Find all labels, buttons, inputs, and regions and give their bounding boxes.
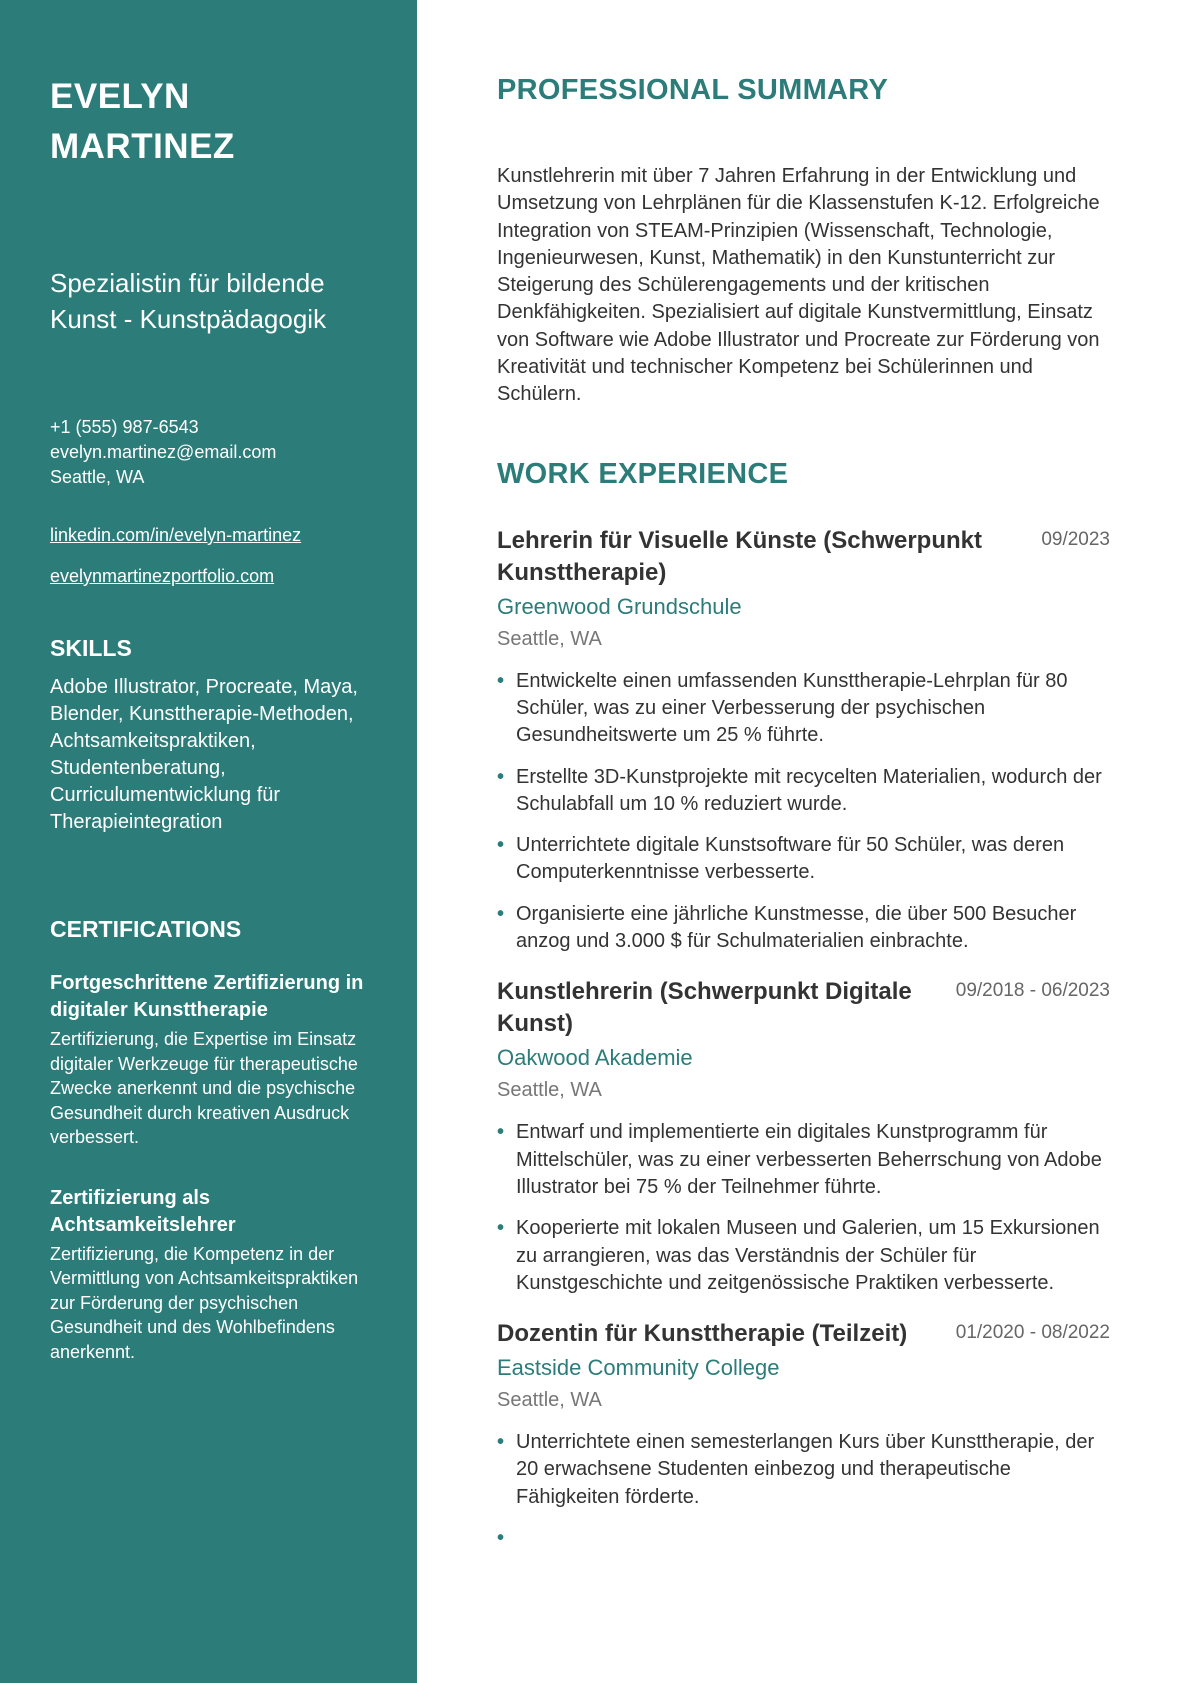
bullet-text: Entwickelte einen umfassenden Kunsttherapie-Lehrplan für 80 Schüler, was zu einer Verbesserung der psychischen Gesundheitswerte um 25 % führte. [516,669,1068,747]
job-bullets [497,1429,1110,1550]
bullet-text: Unterrichtete digitale Kunstsoftware für 50 Schüler, was deren Computerkenntnisse verbesserte. [516,834,1065,884]
name-line-2: MARTINEZ [50,127,235,166]
bullet-text: Erstellte 3D-Kunstprojekte mit recycelten Materialien, wodurch der Schulabfall um 10 % reduziert wurde. [516,765,1102,815]
job-bullet [497,832,1110,887]
work-experience-heading: WORK EXPERIENCE [497,457,789,490]
linkedin-link[interactable]: linkedin.com/in/evelyn-martinez [50,525,302,545]
company-name: Oakwood Akademie [497,1045,693,1071]
job-bullet [497,901,1110,956]
job-entry [497,976,1110,1297]
job-location: Seattle, WA [497,1079,602,1102]
job-bullet [497,668,1110,750]
summary-heading: PROFESSIONAL SUMMARY [497,74,889,106]
certification-item [50,970,377,1150]
bullet-icon: • [497,765,505,788]
candidate-title: Spezialistin für bildende Kunst - Kunstpädagogik [50,268,327,334]
job-date: 09/2023 [1041,528,1110,550]
certification-title: Fortgeschrittene Zertifizierung in digitaler Kunsttherapie [50,972,364,1021]
portfolio-link[interactable]: evelynmartinezportfolio.com [50,566,275,586]
job-bullet [497,1215,1110,1297]
contact-info [50,415,377,490]
job-entry [497,1318,1110,1550]
job-title: Lehrerin für Visuelle Künste (Schwerpunkt Kunsttherapie) [497,526,982,586]
bullet-icon: • [497,1431,505,1454]
job-date: 01/2020 - 08/2022 [955,1322,1110,1344]
job-date: 09/2018 - 06/2023 [955,980,1110,1002]
company-name: Eastside Community College [497,1355,780,1381]
bullet-icon: • [497,834,505,857]
bullet-icon: • [497,1121,505,1144]
job-bullet [497,1429,1110,1511]
job-bullet [497,1119,1110,1201]
main-content [417,0,1190,1683]
skills-list: Adobe Illustrator, Procreate, Maya, Blender, Kunsttherapie-Methoden, Achtsamkeitspraktiken, Studentenberatung, Curriculumentwicklung für Therapieintegration [50,676,358,833]
job-bullets [497,668,1110,956]
company-name: Greenwood Grundschule [497,593,742,619]
bullet-text: Unterrichtete einen semesterlangen Kurs über Kunsttherapie, der 20 erwachsene Studenten einbezog und therapeutische Fähigkeiten förderte. [516,1431,1095,1508]
profile-links [50,523,377,588]
skills-heading: SKILLS [50,635,132,661]
bullet-icon: • [497,1527,505,1550]
bullet-text: Kooperierte mit lokalen Museen und Galerien, um 15 Exkursionen zu arrangieren, was das Verständnis der Schüler für Kunstgeschichte und zeitgenössische Praktiken verbesserte. [516,1217,1100,1294]
bullet-text: Entwarf und implementierte ein digitales Kunstprogramm für Mittelschüler, was zu einer verbesserten Beherrschung von Adobe Illustrator bei 75 % der Teilnehmer führte. [516,1121,1102,1198]
location: Seattle, WA [50,467,145,487]
certification-item [50,1185,377,1365]
certifications-heading: CERTIFICATIONS [50,916,242,942]
bullet-icon: • [497,669,505,692]
job-location: Seattle, WA [497,1389,602,1412]
job-title: Dozentin für Kunsttherapie (Teilzeit) [497,1320,908,1348]
candidate-name [50,72,377,172]
job-location: Seattle, WA [497,627,602,650]
job-header [497,1318,1110,1350]
summary-text: Kunstlehrerin mit über 7 Jahren Erfahrung in der Entwicklung und Umsetzung von Lehrplänen für die Klassenstufen K-12. Erfolgreiche Integration von STEAM-Prinzipien (Wissenschaft, Technologie, Ingenieurwesen, Kunst, Mathematik) in den Kunstunterricht zur Steigerung des Schülerengagements und der kritischen Denkfähigkeiten. Spezialisiert auf digitale Kunstvermittlung, Einsatz von Software wie Adobe Illustrator und Procreate zur Förderung von Kreativität und technischer Kompetenz bei Schülerinnen und Schülern. [497,165,1100,406]
sidebar [0,0,417,1683]
job-bullet [497,764,1110,819]
job-bullets [497,1119,1110,1297]
bullet-text: Organisierte eine jährliche Kunstmesse, die über 500 Besucher anzog und 3.000 $ für Schulmaterialien einbrachte. [516,902,1077,953]
phone: +1 (555) 987-6543 [50,417,199,437]
email: evelyn.martinez@email.com [50,442,277,462]
name-line-1: EVELYN [50,77,190,116]
certification-description: Zertifizierung, die Kompetenz in der Vermittlung von Achtsamkeitspraktiken zur Förderung der psychischen Gesundheit und des Wohlbefindens anerkennt. [50,1243,359,1362]
bullet-icon: • [497,1217,505,1240]
job-header [497,525,1110,589]
certification-description: Zertifizierung, die Expertise im Einsatz digitaler Werkzeuge für therapeutische Zwecke anerkennt und die psychische Gesundheit durch kreativen Ausdruck verbessert. [50,1029,358,1147]
certification-title: Zertifizierung als Achtsamkeitslehrer [50,1186,236,1236]
job-title: Kunstlehrerin (Schwerpunkt Digitale Kunst) [497,978,912,1038]
job-header [497,976,1110,1040]
bullet-icon: • [497,902,505,925]
job-entry [497,525,1110,956]
